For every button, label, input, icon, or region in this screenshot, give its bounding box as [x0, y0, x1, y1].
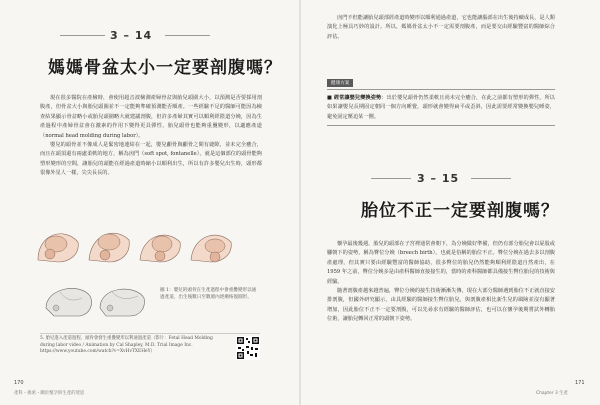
- section-title: 胎位不正一定要剖腹嗎？: [361, 201, 559, 221]
- advice-label: ■ 經常讓嬰兒變換姿勢: [327, 95, 382, 101]
- section-body: [40, 94, 262, 179]
- section-rule-left: [60, 35, 105, 36]
- paragraph: 懷孕最後幾週，胎兒的頭部在子宮裡通常會朝下，為分娩做好準備，但仍有部分胎兒會以屁股或腳朝下的姿勢，稱為臀位分娩（breech birth），也就是俗稱的胎位不正。臀位分娩在過去多以剖腹產處理，但其實只要由經驗豐富的醫師協助，很多臀位的胎兒仍然能夠順利經陰道自然產出，在 1959 年之前，臀位分娩多是由產科醫師直接接生的，當時的產科醫師都具備接生臀位胎兒的技術與經驗。: [327, 241, 555, 285]
- fetus-illustration: [34, 224, 82, 264]
- advice-rule: [327, 89, 555, 90]
- section-rule-left: [371, 178, 411, 179]
- fetus-illustration: [187, 224, 235, 264]
- running-head: Chapter 3 生產: [536, 391, 568, 396]
- section-rule-right: [165, 35, 210, 36]
- section-number: 3 – 15: [417, 172, 460, 185]
- advice-text: [327, 94, 555, 122]
- footnote-rule: [40, 333, 260, 334]
- paragraph: 嬰兒的頭骨並不像成人是緊密地連結在一起，嬰兒顱骨與顱骨之間有縫隙，並未完全癒合，而且在頭頂還有兩處柔軟的地方，稱為囟門（soft spot, fontanelle），就是這個部位的頭骨能夠塑形變形的空間，讓胎兒的頭能在經過產道時縮小以順利出生，所以有許多嬰兒出生時，頭形都很像外星人一樣，尖尖長長的。: [40, 142, 262, 177]
- figure-caption: 圖 1：嬰兒的頭骨在生產過程中會重疊變形以通過產道，出生後數日至數週內逐漸恢復圓形。: [160, 288, 257, 300]
- section-body: [327, 240, 555, 325]
- fetus-illustration: [136, 224, 184, 264]
- section-number: 3 – 14: [110, 29, 153, 42]
- baby-skull-illustration: [40, 278, 150, 322]
- qr-code: [236, 336, 260, 360]
- fetus-figure-row: [34, 224, 235, 264]
- running-head: 產科・揭密・關於懷孕與生產的迷思: [14, 391, 85, 396]
- section-rule-right: [471, 178, 511, 179]
- advice-body: ：出於嬰兒頭骨仍然柔軟且尚未完全癒合，在此之前都有塑形的彈性，所以如果讓嬰兒長期固定朝同一個方向睡覺，頭形就會變得扁平或歪斜，因此需要經常變換嬰兒睡姿，避免固定壓迫某一側。: [327, 95, 555, 120]
- right-page: [301, 0, 600, 405]
- paragraph: 現在很多醫院在產檢時，會使用超音波檢測產婦骨盆與胎兒頭圍大小，以預測是否要採用剖腹產，但骨盆大小與胎兒頭圍並不一定能夠準確預測能否順產。一些經驗不足的醫師可能因為檢查結果顯示骨盆略小或胎兒頭圍略大就建議剖腹，但許多產婦其實可以順利經陰道分娩，因為生產過程中產婦骨盆會在激素的作用下變得更具彈性，胎兒頭骨也能夠重疊變形，以適應產道（normal head molding during labor）。: [40, 95, 262, 139]
- paragraph: 隨著剖腹產越來越普遍，臀位分娩的接生技術漸漸失傳，現在大部分醫師遇到胎位不正就直接安排剖腹，但國外研究顯示，由具經驗的醫師接生臀位胎兒，與剖腹產相比新生兒的風險並沒有顯著增加，因此胎位不正不一定要剖腹，可以先尋求有經驗的醫師評估，也可以在懷孕後期嘗試外轉胎位術，讓胎兒轉回正常的頭朝下姿勢。: [327, 288, 555, 323]
- advice-box: [327, 69, 555, 126]
- advice-bottom-rule: [327, 125, 555, 126]
- paragraph: 囟門不但能讓胎兒頭部經產道時變形以順利通過產道，它也能讓腦部在出生後持續成長，是人類演化上極具巧妙的設計。所以，媽媽骨盆太小不一定需要剖腹產，而是要交由經驗豐富的醫師綜合評估。: [327, 15, 555, 40]
- intro-text: [327, 14, 555, 42]
- footnote: 5. 胎兒進入產道過程，頭骨會發生重疊變形以利通過產道（影片：Fetal Head Molding during labor video / Animation by Cal Shapley, M.D. Trial Image Inc. https://www.youtube.com/watch?v=XvHvTXEHeY）: [40, 336, 213, 354]
- page-number: 171: [575, 380, 585, 386]
- advice-tag: 健康方案: [327, 79, 353, 87]
- section-title: 媽媽骨盆太小一定要剖腹嗎？: [48, 58, 282, 78]
- page-number: 170: [14, 380, 24, 386]
- fetus-illustration: [85, 224, 133, 264]
- left-page: [0, 0, 299, 405]
